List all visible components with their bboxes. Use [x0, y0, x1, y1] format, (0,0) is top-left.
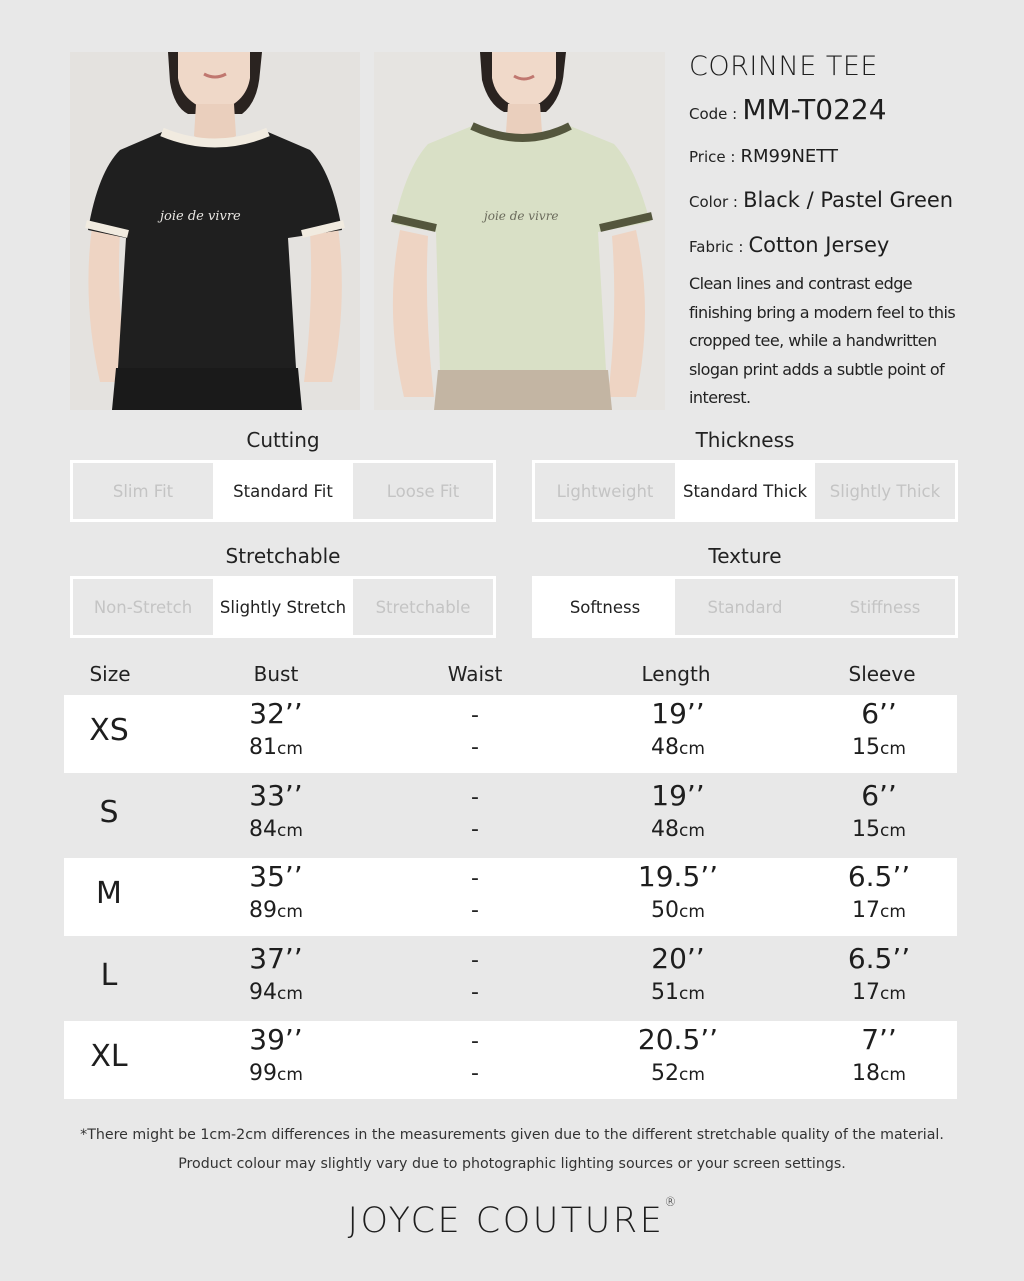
size-row-l	[64, 940, 957, 1018]
length-cm	[651, 815, 705, 846]
option-loose-fit[interactable]: Loose Fit	[353, 463, 493, 519]
attr-stretchable	[70, 541, 496, 638]
product-description: Clean lines and contrast edge finishing bring a modern feel to this cropped tee, while a handwritten slogan print adds a subtle point of interest.	[689, 274, 956, 407]
bust-cm-value: 89	[249, 898, 278, 923]
bust-cm-value: 99	[249, 1061, 278, 1086]
attr-cutting-title: Cutting	[246, 428, 320, 452]
unit-label: cm	[880, 902, 906, 922]
attr-cutting	[70, 425, 496, 522]
attr-thickness-options	[532, 460, 958, 522]
bust-cm	[249, 896, 303, 927]
sleeve-cm	[852, 1059, 906, 1090]
attr-texture-options	[532, 576, 958, 638]
size-row-xl	[64, 1021, 957, 1099]
product-price: RM99NETT	[740, 146, 838, 167]
bust-inch: 35’’	[249, 860, 303, 893]
sleeve-cm	[852, 896, 906, 927]
option-non-stretch[interactable]: Non-Stretch	[73, 579, 213, 635]
length-cm-value: 48	[651, 735, 680, 760]
registered-mark: ®	[664, 1195, 677, 1209]
attr-stretchable-title: Stretchable	[225, 544, 341, 568]
header-size: Size	[89, 662, 131, 686]
length-cm	[651, 896, 705, 927]
option-lightweight[interactable]: Lightweight	[535, 463, 675, 519]
sleeve-cm-value: 18	[852, 1061, 881, 1086]
header-waist: Waist	[447, 662, 503, 686]
sleeve-inch: 6’’	[861, 779, 897, 812]
header-sleeve: Sleeve	[848, 662, 916, 686]
green-tee-illustration	[374, 52, 665, 410]
black-tee-slogan: joie de vivre	[160, 209, 241, 224]
length-cm-value: 50	[651, 898, 680, 923]
product-fabric-row	[689, 228, 989, 264]
product-code-row	[689, 93, 989, 131]
unit-label: cm	[880, 1065, 906, 1085]
sleeve-cm	[852, 978, 906, 1009]
brand-name: JOYCE COUTURE	[347, 1201, 665, 1241]
sleeve-cm-value: 15	[852, 817, 881, 842]
sleeve-inch: 6’’	[861, 697, 897, 730]
sleeve-cm	[852, 815, 906, 846]
sleeve-cm-value: 17	[852, 980, 881, 1005]
bust-cm	[249, 978, 303, 1009]
waist-inch: -	[471, 785, 479, 810]
option-standard-thick[interactable]: Standard Thick	[675, 463, 815, 519]
size-row-s	[64, 777, 957, 855]
unit-label: cm	[277, 1065, 303, 1085]
size-row-xs	[64, 695, 957, 773]
size-table-header	[0, 662, 1024, 692]
unit-label: cm	[679, 902, 705, 922]
size-row-m	[64, 858, 957, 936]
bust-cm-value: 84	[249, 817, 278, 842]
unit-label: cm	[880, 821, 906, 841]
sleeve-cm-value: 17	[852, 898, 881, 923]
sleeve-inch: 6.5’’	[847, 860, 911, 893]
length-inch: 19’’	[651, 697, 705, 730]
unit-label: cm	[679, 821, 705, 841]
attr-thickness-title: Thickness	[695, 428, 795, 452]
measurement-note: *There might be 1cm-2cm differences in the measurements given due to the different stretchable quality of the material.	[80, 1127, 944, 1143]
price-label: Price :	[689, 148, 736, 166]
option-softness[interactable]: Softness	[535, 579, 675, 635]
length-cm-value: 51	[651, 980, 680, 1005]
header-bust: Bust	[253, 662, 299, 686]
waist-cm: -	[471, 735, 479, 760]
waist-inch: -	[471, 948, 479, 973]
product-photo-black	[70, 52, 360, 410]
unit-label: cm	[277, 902, 303, 922]
size-label: L	[100, 958, 118, 993]
color-label: Color :	[689, 193, 738, 211]
sleeve-inch: 6.5’’	[847, 942, 911, 975]
sleeve-cm	[852, 733, 906, 764]
bust-inch: 33’’	[249, 779, 303, 812]
unit-label: cm	[880, 739, 906, 759]
product-price-row	[689, 140, 989, 174]
bust-inch: 37’’	[249, 942, 303, 975]
bust-cm-value: 94	[249, 980, 278, 1005]
length-cm-value: 52	[651, 1061, 680, 1086]
product-code: MM-T0224	[742, 93, 887, 126]
fabric-label: Fabric :	[689, 238, 744, 256]
waist-inch: -	[471, 1029, 479, 1054]
waist-cm: -	[471, 817, 479, 842]
black-tee-illustration	[70, 52, 360, 410]
unit-label: cm	[679, 1065, 705, 1085]
colour-note: Product colour may slightly vary due to photographic lighting sources or your screen settings.	[178, 1156, 846, 1172]
size-label: S	[99, 795, 119, 830]
option-stiffness[interactable]: Stiffness	[815, 579, 955, 635]
size-label: XL	[90, 1039, 128, 1074]
product-title: CORINNE TEE	[689, 51, 878, 82]
length-inch: 20’’	[651, 942, 705, 975]
bust-inch: 32’’	[249, 697, 303, 730]
header-length: Length	[641, 662, 711, 686]
attr-texture	[532, 541, 958, 638]
waist-cm: -	[471, 1061, 479, 1086]
size-label: XS	[89, 713, 129, 748]
attr-cutting-options	[70, 460, 496, 522]
attr-stretchable-options	[70, 576, 496, 638]
unit-label: cm	[880, 984, 906, 1004]
product-color-row	[689, 183, 989, 219]
code-label: Code :	[689, 105, 738, 123]
bust-cm	[249, 733, 303, 764]
length-cm	[651, 733, 705, 764]
size-label: M	[96, 876, 122, 911]
brand-logo	[0, 1195, 1024, 1241]
length-inch: 20.5’’	[637, 1023, 719, 1056]
attr-texture-title: Texture	[708, 544, 782, 568]
option-standard[interactable]: Standard	[675, 579, 815, 635]
unit-label: cm	[277, 821, 303, 841]
option-slim-fit[interactable]: Slim Fit	[73, 463, 213, 519]
sleeve-cm-value: 15	[852, 735, 881, 760]
waist-inch: -	[471, 866, 479, 891]
product-photo-green	[374, 52, 665, 410]
green-tee-slogan: joie de vivre	[484, 209, 559, 223]
product-color: Black / Pastel Green	[743, 188, 954, 212]
sleeve-inch: 7’’	[861, 1023, 897, 1056]
waist-cm: -	[471, 980, 479, 1005]
option-stretchable[interactable]: Stretchable	[353, 579, 493, 635]
option-slightly-thick[interactable]: Slightly Thick	[815, 463, 955, 519]
waist-cm: -	[471, 898, 479, 923]
length-cm	[651, 1059, 705, 1090]
product-fabric: Cotton Jersey	[748, 233, 890, 257]
length-inch: 19.5’’	[637, 860, 719, 893]
length-cm	[651, 978, 705, 1009]
bust-cm	[249, 815, 303, 846]
length-inch: 19’’	[651, 779, 705, 812]
attr-thickness	[532, 425, 958, 522]
unit-label: cm	[277, 739, 303, 759]
unit-label: cm	[277, 984, 303, 1004]
bust-inch: 39’’	[249, 1023, 303, 1056]
waist-inch: -	[471, 703, 479, 728]
bust-cm-value: 81	[249, 735, 278, 760]
length-cm-value: 48	[651, 817, 680, 842]
product-info	[689, 50, 989, 413]
option-slightly-stretch[interactable]: Slightly Stretch	[213, 579, 353, 635]
unit-label: cm	[679, 739, 705, 759]
unit-label: cm	[679, 984, 705, 1004]
bust-cm	[249, 1059, 303, 1090]
option-standard-fit[interactable]: Standard Fit	[213, 463, 353, 519]
